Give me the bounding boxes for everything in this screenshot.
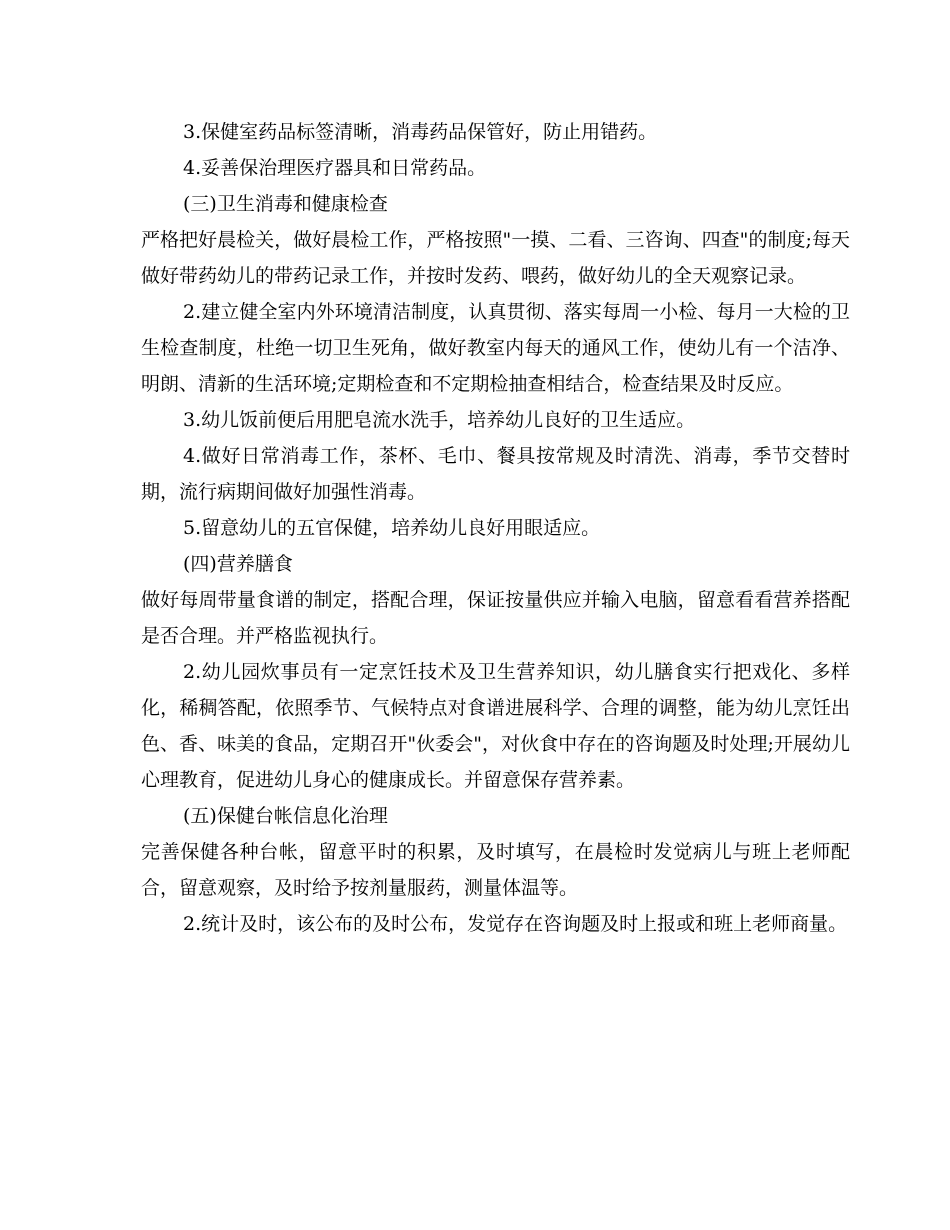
paragraph: 完善保健各种台帐，留意平时的积累，及时填写，在晨检时发觉病儿与班上老师配合，留意观察，及时给予按剂量服药，测量体温等。 [141, 841, 850, 899]
paragraph: 2.建立健全室内外环境清洁制度，认真贯彻、落实每周一小检、每月一大检的卫生检查制度，杜绝一切卫生死角，做好教室内每天的通风工作，使幼儿有一个洁净、明朗、清新的生活环境;定期检查和不定期检抽查相结合，检查结果及时反应。 [141, 301, 850, 395]
section-heading: (五)保健台帐信息化治理 [183, 805, 388, 827]
paragraph: 2.统计及时，该公布的及时公布，发觉存在咨询题及时上报或和班上老师商量。 [183, 913, 848, 935]
paragraph: 4.做好日常消毒工作，茶杯、毛巾、餐具按常规及时清洗、消毒，季节交替时期，流行病期间做好加强性消毒。 [141, 445, 850, 503]
section-heading: (四)营养膳食 [183, 553, 293, 575]
paragraph: 5.留意幼儿的五官保健，培养幼儿良好用眼适应。 [183, 517, 601, 539]
section-heading: (三)卫生消毒和健康检查 [183, 193, 388, 215]
paragraph: 2.幼儿园炊事员有一定烹饪技术及卫生营养知识，幼儿膳食实行把戏化、多样化，稀稠答配，依照季节、气候特点对食谱进展科学、合理的调整，能为幼儿烹饪出色、香、味美的食品，定期召开"伙委会"，对伙食中存在的咨询题及时处理;开展幼儿心理教育，促进幼儿身心的健康成长。并留意保存营养素。 [141, 661, 850, 791]
paragraph: 做好每周带量食谱的制定，搭配合理，保证按量供应并输入电脑，留意看看营养搭配是否合理。并严格监视执行。 [141, 589, 850, 647]
paragraph: 严格把好晨检关，做好晨检工作，严格按照"一摸、二看、三咨询、四查"的制度;每天做好带药幼儿的带药记录工作，并按时发药、喂药，做好幼儿的全天观察记录。 [141, 229, 850, 287]
paragraph: 3.保健室药品标签清晰，消毒药品保管好，防止用错药。 [183, 121, 658, 143]
paragraph: 3.幼儿饭前便后用肥皂流水洗手，培养幼儿良好的卫生适应。 [183, 409, 696, 431]
paragraph: 4.妥善保治理医疗器具和日常药品。 [183, 157, 487, 179]
